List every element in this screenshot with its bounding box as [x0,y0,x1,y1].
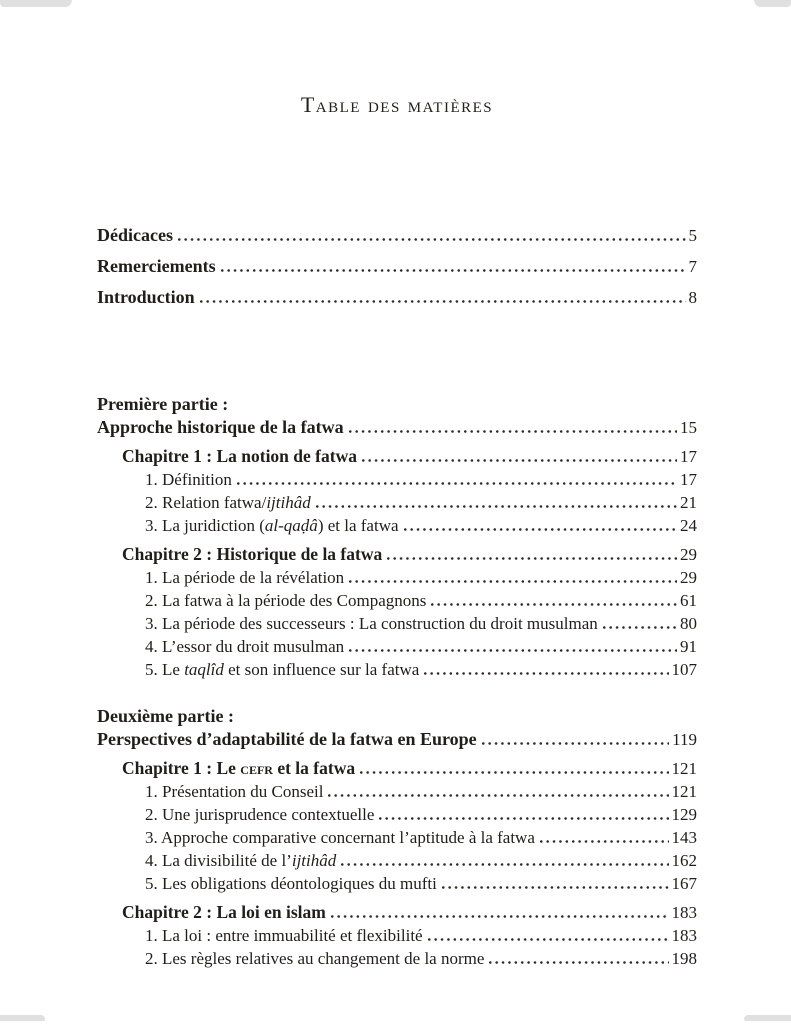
toc-entry [97,705,697,728]
page-title: Table des matières [300,92,494,117]
toc-entry [97,220,697,251]
dot-leader [482,742,669,745]
entry-label: Perspectives d’adaptabilité de la fatwa en Europe [97,729,477,749]
dot-leader [349,430,677,433]
page-number: 121 [671,759,697,778]
entry-label: 1. La loi : entre immuabilité et flexibilité [145,926,423,945]
toc-entry [97,612,697,635]
entry-label: 3. Approche comparative concernant l’aptitude à la fatwa [145,828,535,847]
entry-label: Chapitre 1 : Le cefr et la fatwa [122,758,356,778]
page-number: 24 [680,516,697,535]
entry-label: Deuxième partie : [97,706,234,726]
dot-leader [424,672,668,675]
page-number: 29 [680,568,697,587]
toc-entry [97,780,697,803]
page-corner-artifact-top-right [754,0,791,7]
dot-leader [331,915,669,918]
toc-entry [97,514,697,537]
page-number: 119 [672,730,697,749]
page-number: 167 [671,874,697,893]
page-number: 17 [680,470,697,489]
dot-leader [178,238,686,241]
entry-label: 4. La divisibilité de l’ijtihâd [145,851,337,870]
entry-label: 2. Relation fatwa/ijtihâd [145,493,311,512]
page-corner-artifact-bottom-left [0,1015,45,1021]
toc-entry [97,872,697,895]
entry-label: Approche historique de la fatwa [97,417,344,437]
toc-entry [97,947,697,970]
toc-entry [97,393,697,416]
entry-label: 2. Les règles relatives au changement de la norme [145,949,485,968]
toc-entry [97,468,697,491]
toc-entry [97,589,697,612]
dot-leader [540,840,669,843]
dot-leader [428,938,669,941]
entry-label: 2. La fatwa à la période des Compagnons [145,591,427,610]
page-number: 183 [671,903,697,922]
page-number: 183 [671,926,697,945]
dot-leader [442,886,669,889]
page-number: 17 [680,447,697,466]
page-number: 21 [680,493,697,512]
toc-entry [97,445,697,468]
entry-label: Dédicaces [97,225,173,245]
entry-label: 1. La période de la révélation [145,568,345,587]
toc-entry [97,924,697,947]
dot-leader [200,300,686,303]
dot-leader [341,863,668,866]
page-number: 80 [680,614,697,633]
toc-entry [97,282,697,313]
dot-leader [316,505,677,508]
entry-label: 4. L’essor du droit musulman [145,637,345,656]
toc-entry [97,757,697,780]
page-number: 198 [671,949,697,968]
page-number: 15 [680,418,697,437]
entry-label: Première partie : [97,394,229,414]
page-number: 29 [680,545,697,564]
entry-label: 5. Les obligations déontologiques du mufti [145,874,437,893]
toc-entry [97,658,697,681]
dot-leader [349,649,677,652]
toc-entry [97,728,697,751]
entry-label: Introduction [97,287,195,307]
page-corner-artifact-bottom-right [744,1015,791,1021]
toc-entry [97,543,697,566]
page-number: 121 [671,782,697,801]
toc-entry [97,566,697,589]
dot-leader [349,580,677,583]
toc-list [97,220,697,970]
dot-leader [489,961,668,964]
dot-leader [360,771,668,774]
entry-label: Chapitre 2 : La loi en islam [122,902,326,922]
page-number: 143 [671,828,697,847]
entry-label: 1. Définition [145,470,232,489]
toc-entry [97,901,697,924]
page-number: 107 [671,660,697,679]
entry-label: 1. Présentation du Conseil [145,782,324,801]
page-number: 8 [688,288,697,307]
toc-entry [97,826,697,849]
dot-leader [379,817,668,820]
entry-label: 5. Le taqlîd et son influence sur la fatwa [145,660,420,679]
dot-leader [328,794,668,797]
toc-entry [97,251,697,282]
toc-entry [97,635,697,658]
entry-label: Chapitre 1 : La notion de fatwa [122,446,357,466]
toc-entry [97,491,697,514]
page-number: 162 [671,851,697,870]
entry-label: Chapitre 2 : Historique de la fatwa [122,544,383,564]
page-number: 5 [688,226,697,245]
entry-label: 2. Une jurisprudence contextuelle [145,805,375,824]
entry-label: 3. La période des successeurs : La construction du droit musulman [145,614,598,633]
entry-label: 3. La juridiction (al-qaḍâ) et la fatwa [145,516,399,535]
toc-entry [97,416,697,439]
entry-label: Remerciements [97,256,216,276]
toc-entry [97,849,697,872]
dot-leader [237,482,677,485]
dot-leader [404,528,677,531]
dot-leader [431,603,677,606]
page-number: 91 [680,637,697,656]
page-corner-artifact-top-left [0,0,72,7]
dot-leader [362,459,677,462]
dot-leader [221,269,686,272]
page-number: 129 [671,805,697,824]
page-number: 7 [688,257,697,276]
dot-leader [603,626,677,629]
page-number: 61 [680,591,697,610]
toc-entry [97,803,697,826]
dot-leader [387,557,677,560]
